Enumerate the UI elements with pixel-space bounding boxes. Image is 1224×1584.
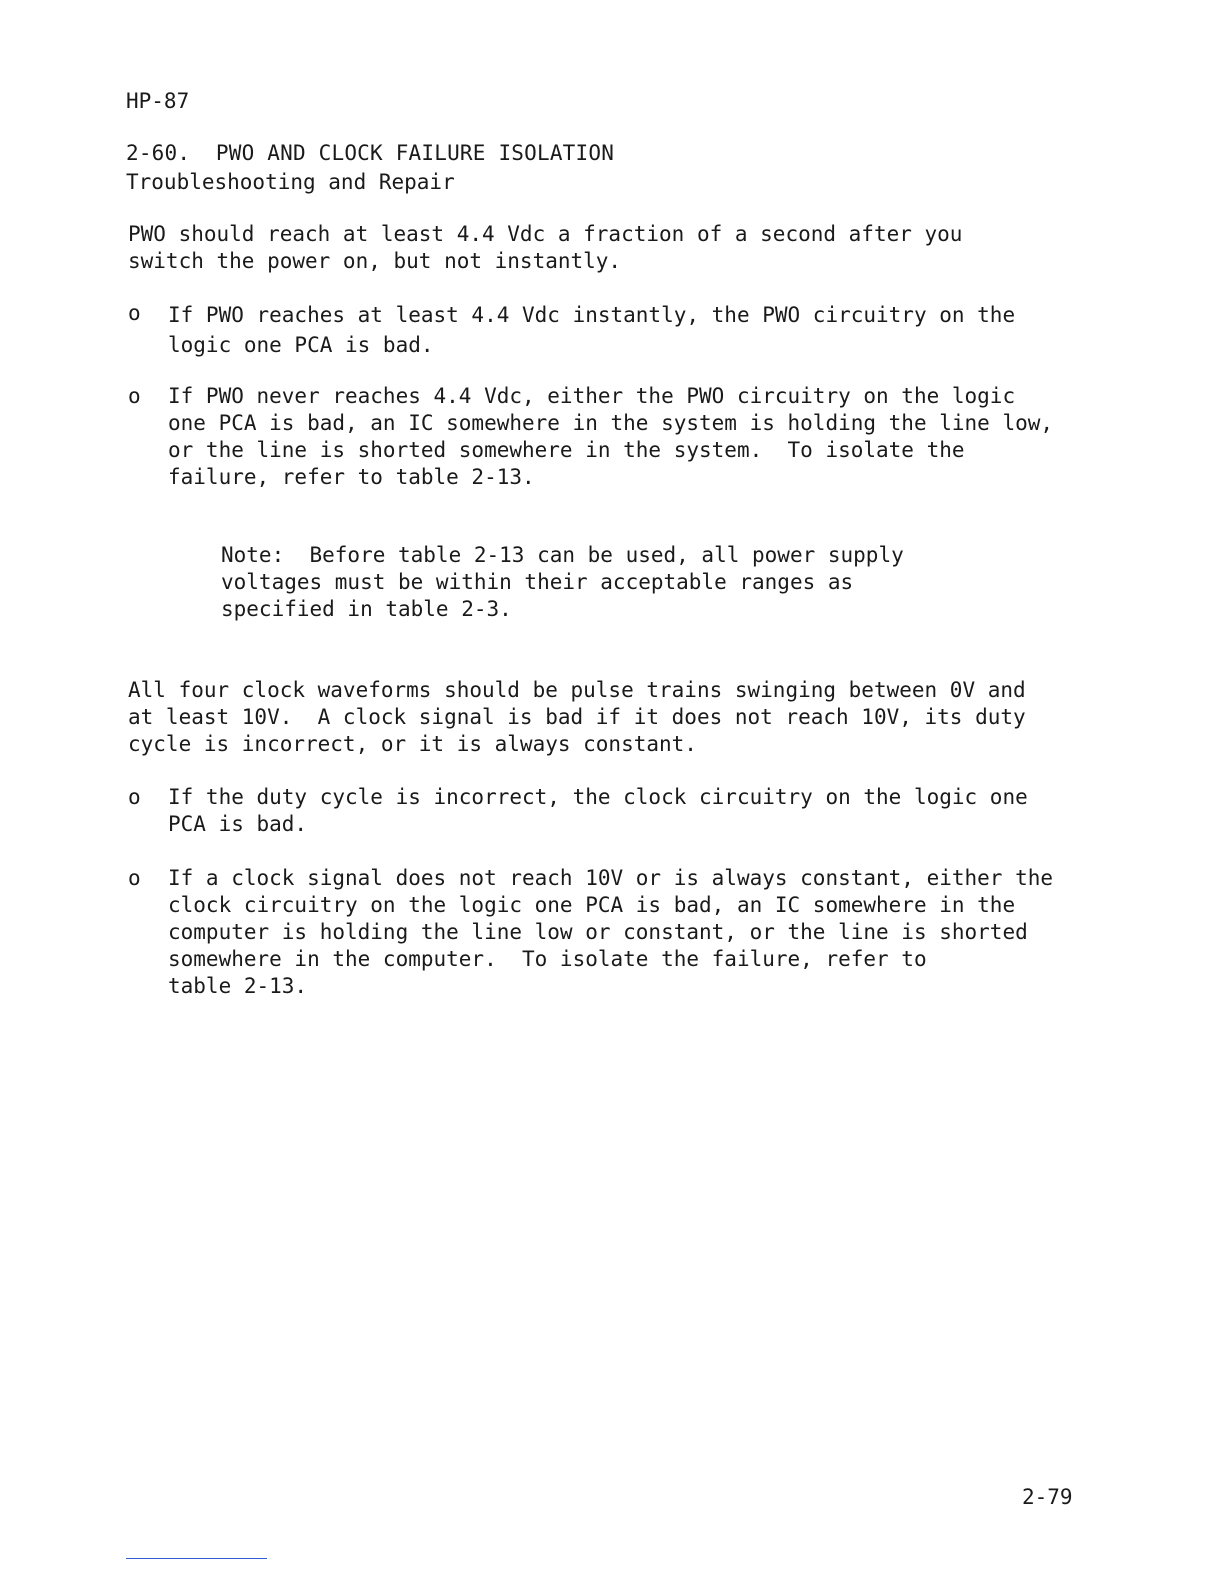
page-number: 2-79 xyxy=(1022,1485,1073,1509)
clock-intro-paragraph: All four clock waveforms should be pulse trains swinging between 0V and at least 10V. A clock signal is bad if it does not reach 10V, its duty cycle is incorrect, or it is always constant. xyxy=(128,678,1026,756)
footer-rule xyxy=(126,1558,267,1559)
bullet-text: If PWO never reaches 4.4 Vdc, either the PWO circuitry on the logic one PCA is bad, an IC somewhere in the system is holding the line low, or the line is shorted somewhere in the system. To isolate the failure, refer to table 2-13. xyxy=(168,384,1054,489)
bullet-marker: o xyxy=(128,301,141,325)
header-product: HP-87 xyxy=(126,89,190,113)
bullet-marker: o xyxy=(128,785,141,809)
bullet-marker: o xyxy=(128,866,141,890)
section-title: 2-60. PWO AND CLOCK FAILURE ISOLATION xyxy=(126,141,615,165)
pwo-intro-paragraph: PWO should reach at least 4.4 Vdc a fraction of a second after you switch the power on, but not instantly. xyxy=(128,222,963,273)
header-chapter: Troubleshooting and Repair xyxy=(126,170,455,194)
bullet-text: If the duty cycle is incorrect, the clock circuitry on the logic one PCA is bad. xyxy=(168,785,1028,836)
note-block: Note: Before table 2-13 can be used, all power supply voltages must be within their acceptable ranges as specified in table 2-3. xyxy=(221,543,904,621)
running-header xyxy=(126,34,455,223)
bullet-marker: o xyxy=(128,384,141,408)
bullet-text: If PWO reaches at least 4.4 Vdc instantly, the PWO circuitry on the logic one PCA is bad. xyxy=(168,303,1016,357)
bullet-text: If a clock signal does not reach 10V or is always constant, either the clock circuitry on the logic one PCA is bad, an IC somewhere in the computer is holding the line low or constant, or the line is shorted somewhere in the computer. To isolate the failure, refer to table 2-13. xyxy=(168,866,1054,998)
